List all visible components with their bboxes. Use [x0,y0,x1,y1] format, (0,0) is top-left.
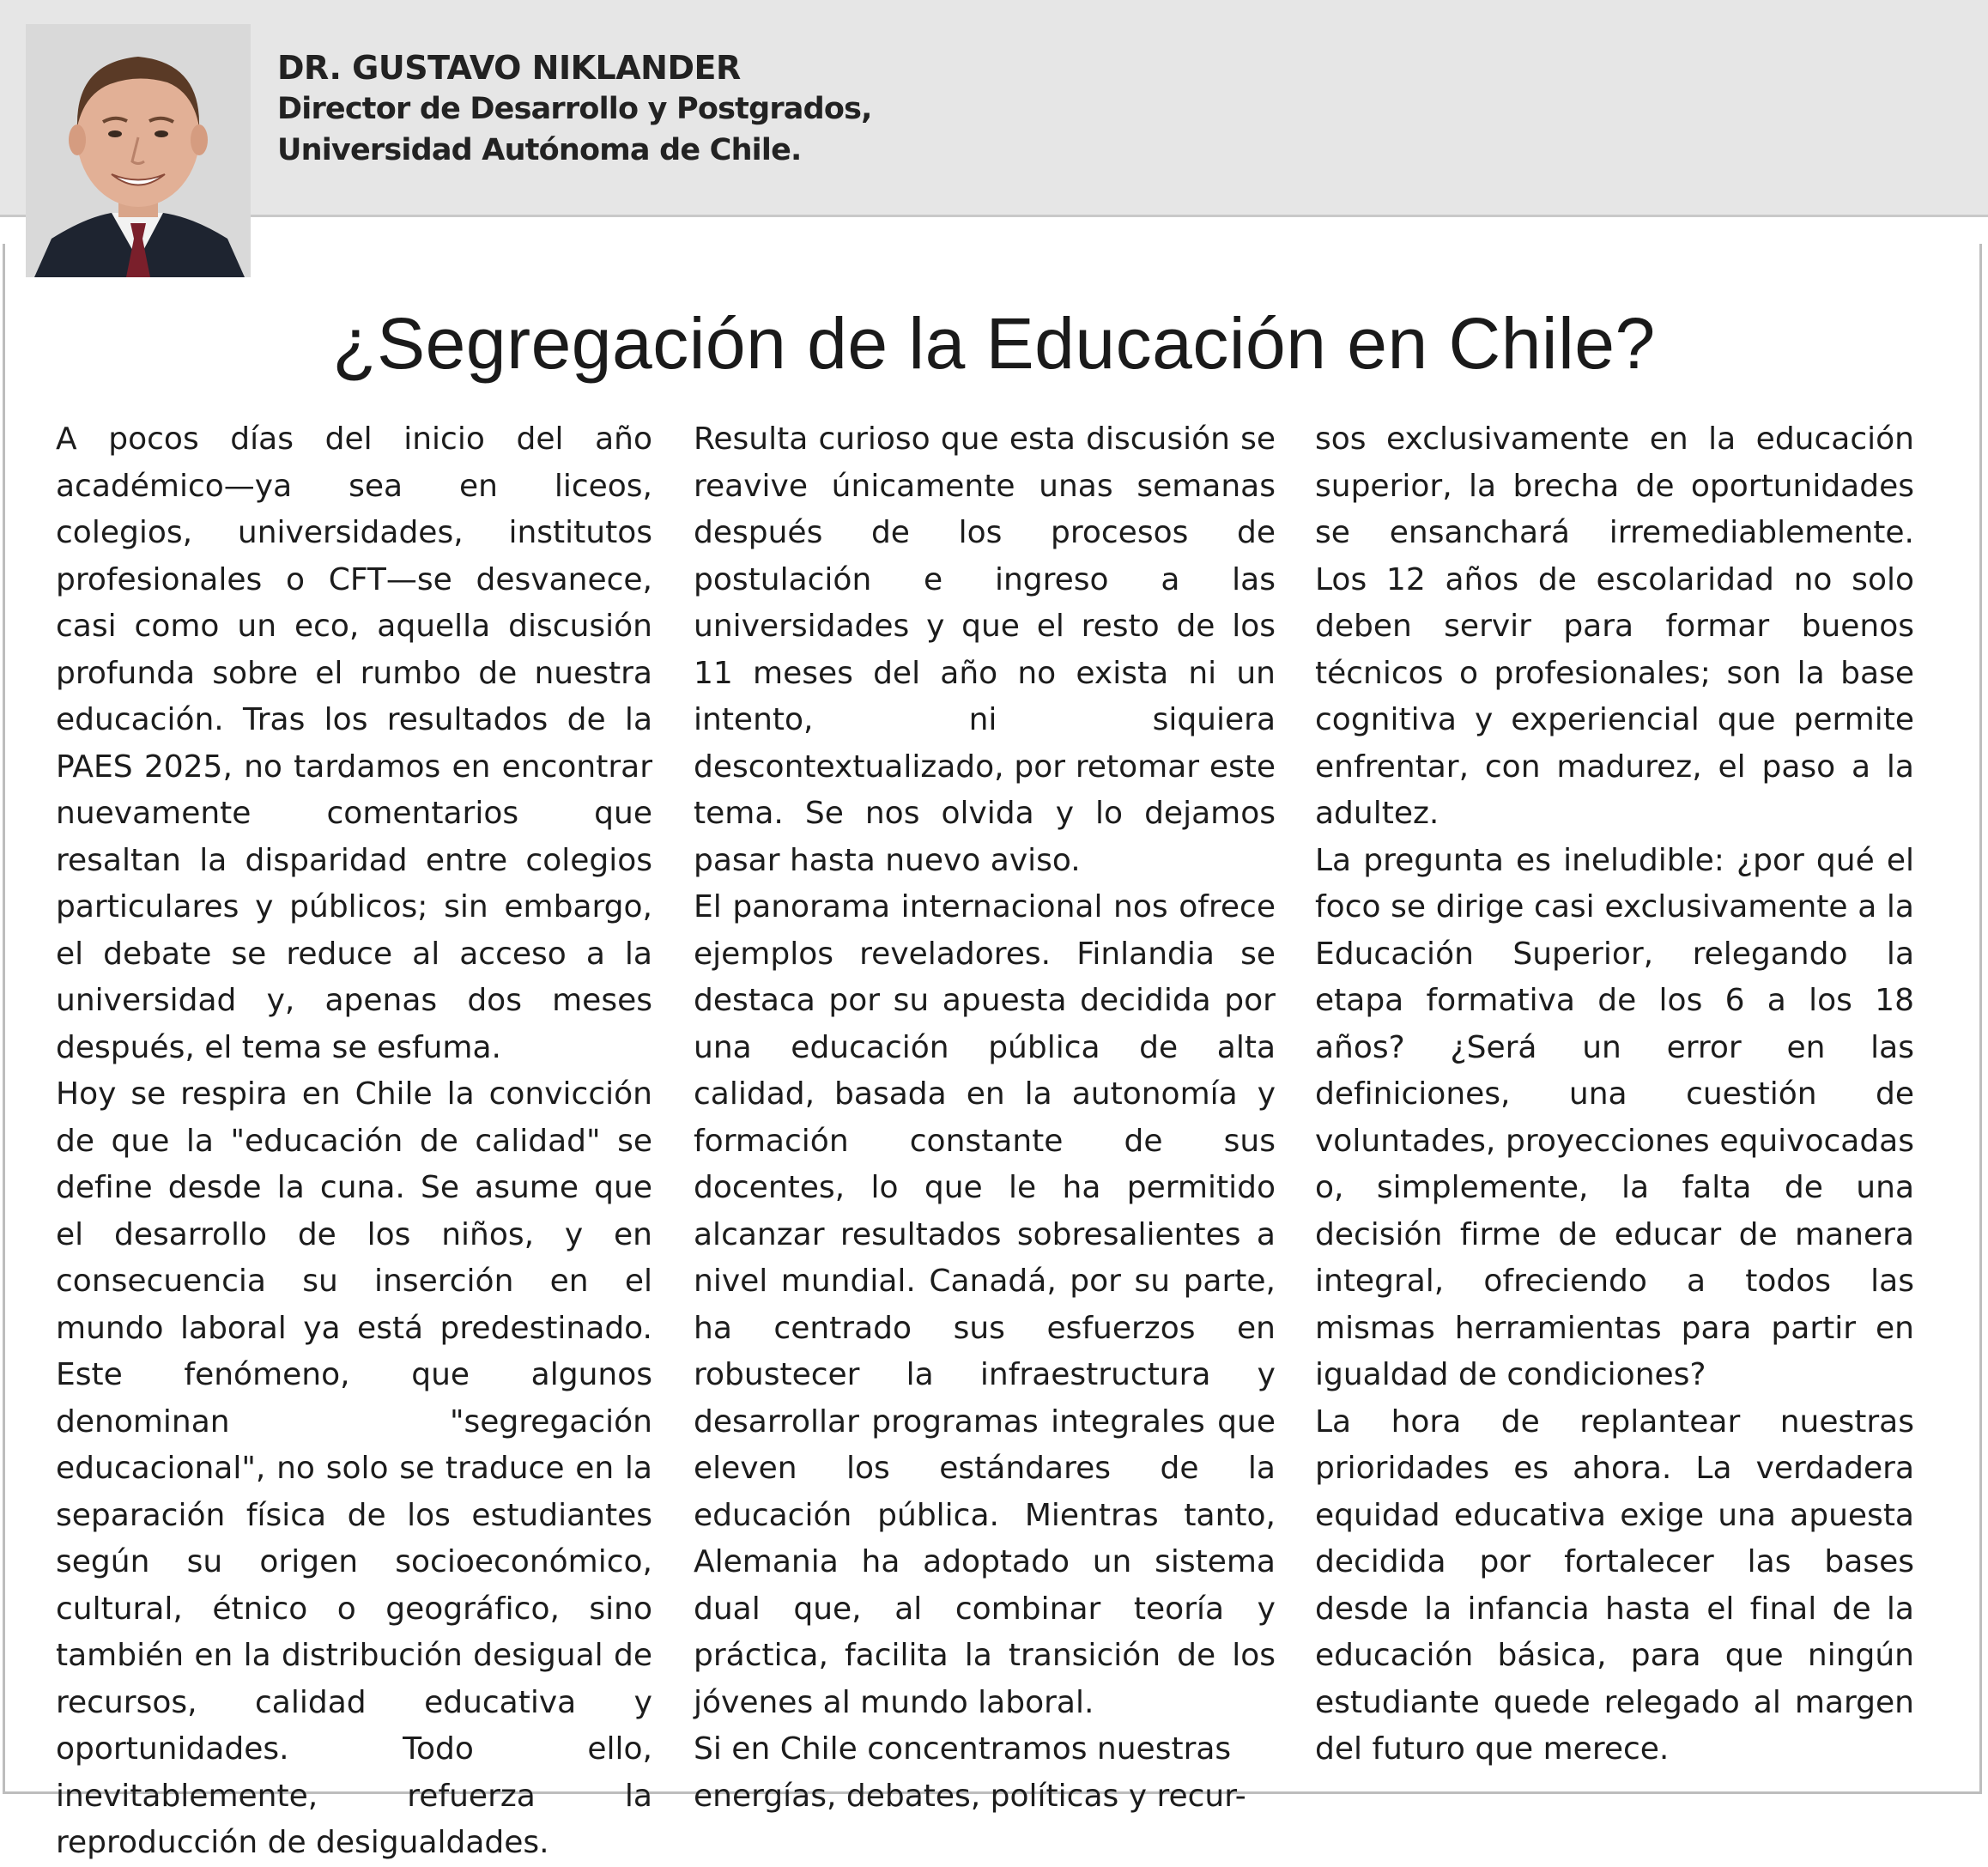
article-column-1 [56,416,652,1860]
author-role-line-1: Director de Desarrollo y Postgrados, [277,92,872,126]
article-column-2 [694,416,1276,1814]
paragraph: Si en Chile concentramos nuestras energías, debates, políticas y recur- [694,1731,1246,1814]
paragraph: Resulta curioso que esta discusión se reavive únicamente unas semanas después de los procesos de postulación e ingreso a las universidades y que el resto de los 11 meses del año no exista ni un intento, ni siquiera descontextualizado, por retomar este tema. Se nos olvida y lo dejamos pasar hasta nuevo aviso. [694,421,1276,878]
author-portrait-icon [26,24,251,277]
article-column-3 [1315,416,1914,1767]
author-photo [26,24,251,277]
paragraph: sos exclusivamente en la educación superior, la brecha de oportunidades se ensanchará irremediablemente. Los 12 años de escolaridad no solo deben servir para formar buenos técnicos o profesionales; son la base cognitiva y experiencial que permite enfrentar, con madurez, el paso a la adultez. [1315,421,1914,831]
paragraph: A pocos días del inicio del año académico—ya sea en liceos, colegios, universidades, institutos profesionales o CFT—se desvanece, casi como un eco, aquella discusión profunda sobre el rumbo de nuestra educación. Tras los resultados de la PAES 2025, no tardamos en encontrar nuevamente comentarios que resaltan la disparidad entre colegios particulares y públicos; sin embargo, el debate se reduce al acceso a la universidad y, apenas dos meses después, el tema se esfuma. [56,421,652,1065]
author-name: DR. GUSTAVO NIKLANDER [277,49,741,87]
paragraph: Hoy se respira en Chile la convicción de que la "educación de calidad" se define desde la cuna. Se asume que el desarrollo de los niños, y en consecuencia su inserción en el mundo laboral ya está predestinado. Este fenómeno, que algunos denominan "segregación educacional", no solo se traduce en la separación física de los estudiantes según su origen socioeconómico, cultural, étnico o geográfico, sino también en la distribución desigual de recursos, calidad educativa y oportunidades. Todo ello, inevitablemente, refuerza la reproducción de desigualdades. [56,1076,652,1860]
author-byline [277,47,872,171]
paragraph: La hora de replantear nuestras prioridades es ahora. La verdadera equidad educativa exige una apuesta decidida por fortalecer las bases desde la infancia hasta el final de la educación básica, para que ningún estudiante quede relegado al margen del futuro que merece. [1315,1403,1914,1767]
paragraph: El panorama internacional nos ofrece ejemplos reveladores. Finlandia se destaca por su apuesta decidida por una educación pública de alta calidad, basada en la autonomía y formación constante de sus docentes, lo que le ha permitido alcanzar resultados sobresalientes a nivel mundial. Canadá, por su parte, ha centrado sus esfuerzos en robustecer la infraestructura y desarrollar programas integrales que eleven los estándares de la educación pública. Mientras tanto, Alemania ha adoptado un sistema dual que, al combinar teoría y práctica, facilita la transición de los jóvenes al mundo laboral. [694,889,1276,1720]
author-role-line-2: Universidad Autónoma de Chile. [277,133,802,167]
article-title: ¿Segregación de la Educación en Chile? [332,303,1656,384]
paragraph: La pregunta es ineludible: ¿por qué el foco se dirige casi exclusivamente a la Educación Superior, relegando la etapa formativa de los 6 a los 18 años? ¿Será un error en las definiciones, una cuestión de voluntades, proyecciones equivocadas o, simplemente, la falta de una decisión firme de educar de manera integral, ofreciendo a todos las mismas herramientas para partir en igualdad de condiciones? [1315,842,1914,1392]
